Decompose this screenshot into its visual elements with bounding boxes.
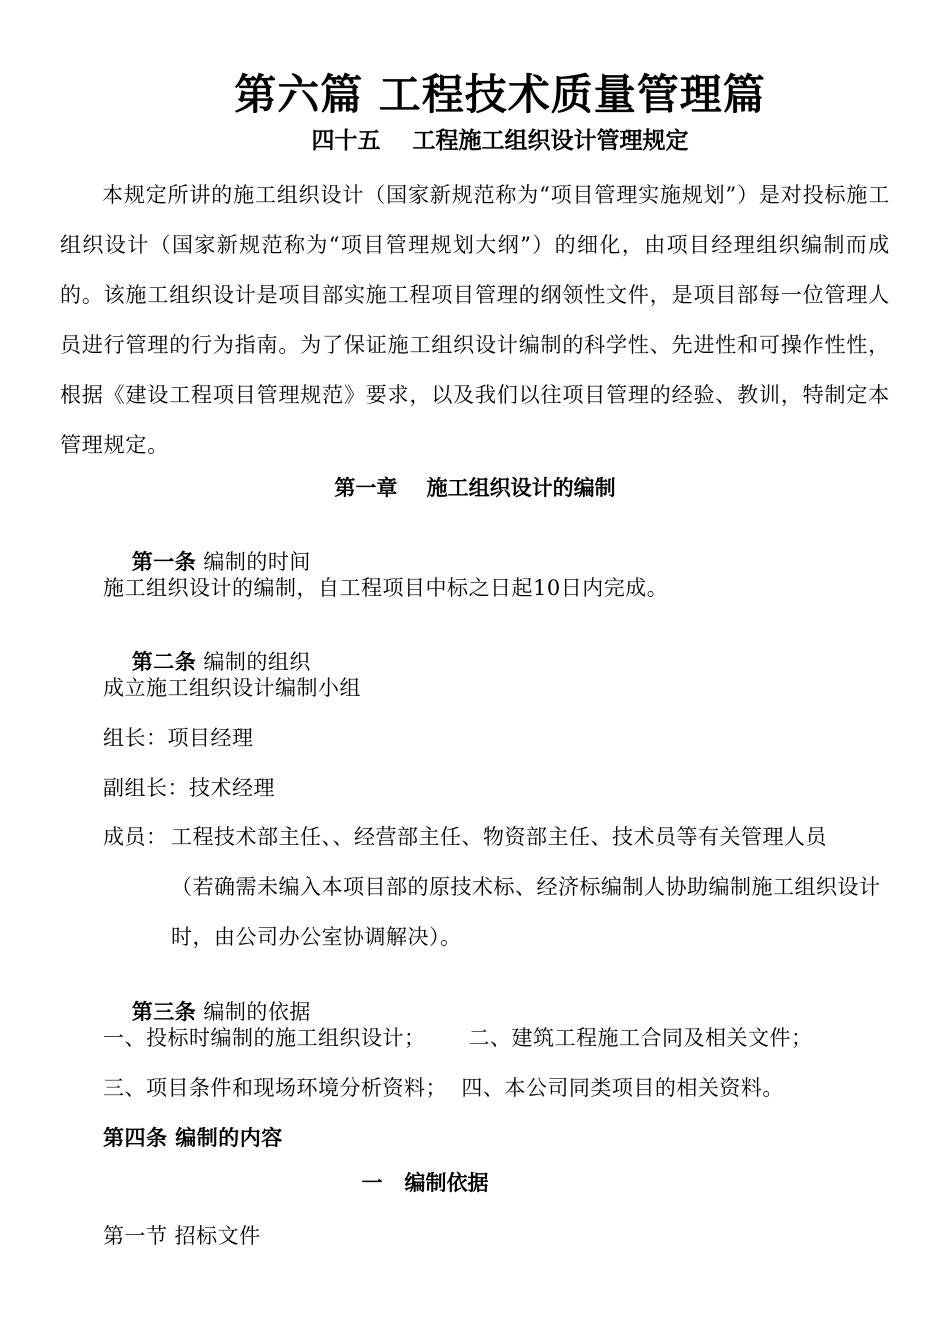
members-list: 工程技术部主任、、经营部主任、物资部主任、技术员等有关管理人员 [171,825,827,849]
article-3-title: 编制的依据 [196,1000,311,1024]
section-heading: 一 编制依据 [361,1170,489,1195]
article-1-title: 编制的时间 [196,550,311,574]
article-2-line-1: 成立施工组织设计编制小组 [103,676,361,700]
article-2-label: 第二条 [131,649,197,674]
article-3-line-2: 三、项目条件和现场环境分析资料； 四、本公司同类项目的相关资料。 [103,1076,784,1100]
article-2-line-3: 副组长：技术经理 [103,776,275,800]
chapter-heading: 第一章 施工组织设计的编制 [334,475,616,500]
subsection-heading: 第一节 招标文件 [103,1224,261,1248]
members-label: 成员： [103,825,168,849]
article-3-line-1: 一、投标时编制的施工组织设计； 二、建筑工程施工合同及相关文件； [103,1026,813,1050]
members-first-line [103,812,893,862]
article-2-title: 编制的组织 [196,650,311,674]
members-block [103,812,893,962]
article-2-line-2: 组长：项目经理 [103,726,254,750]
document-subtitle: 四十五 工程施工组织设计管理规定 [311,127,689,154]
article-3-label: 第三条 [131,999,197,1024]
document-title: 第六篇 工程技术质量管理篇 [234,70,766,119]
article-1-label: 第一条 [131,549,197,574]
intro-paragraph: 本规定所讲的施工组织设计（国家新规范称为“项目管理实施规划”）是对投标施工组织设计（国家新规范称为“项目管理规划大纲”）的细化，由项目经理组织编制而成的。该施工组织设计是项目部实施工程项目管理的纲领性文件，是项目部每一位管理人员进行管理的行为指南。为了保证施工组织设计编制的科学性、先进性和可操作性性，根据《建设工程项目管理规范》要求，以及我们以往项目管理的经验、教训，特制定本管理规定。 [60,183,890,457]
article-4-heading: 第四条 编制的内容 [103,1125,283,1150]
article-1-text: 施工组织设计的编制，自工程项目中标之日起10日内完成。 [103,576,669,600]
members-note: （若确需未编入本项目部的原技术标、经济标编制人协助编制施工组织设计时，由公司办公室协调解决）。 [171,875,881,949]
